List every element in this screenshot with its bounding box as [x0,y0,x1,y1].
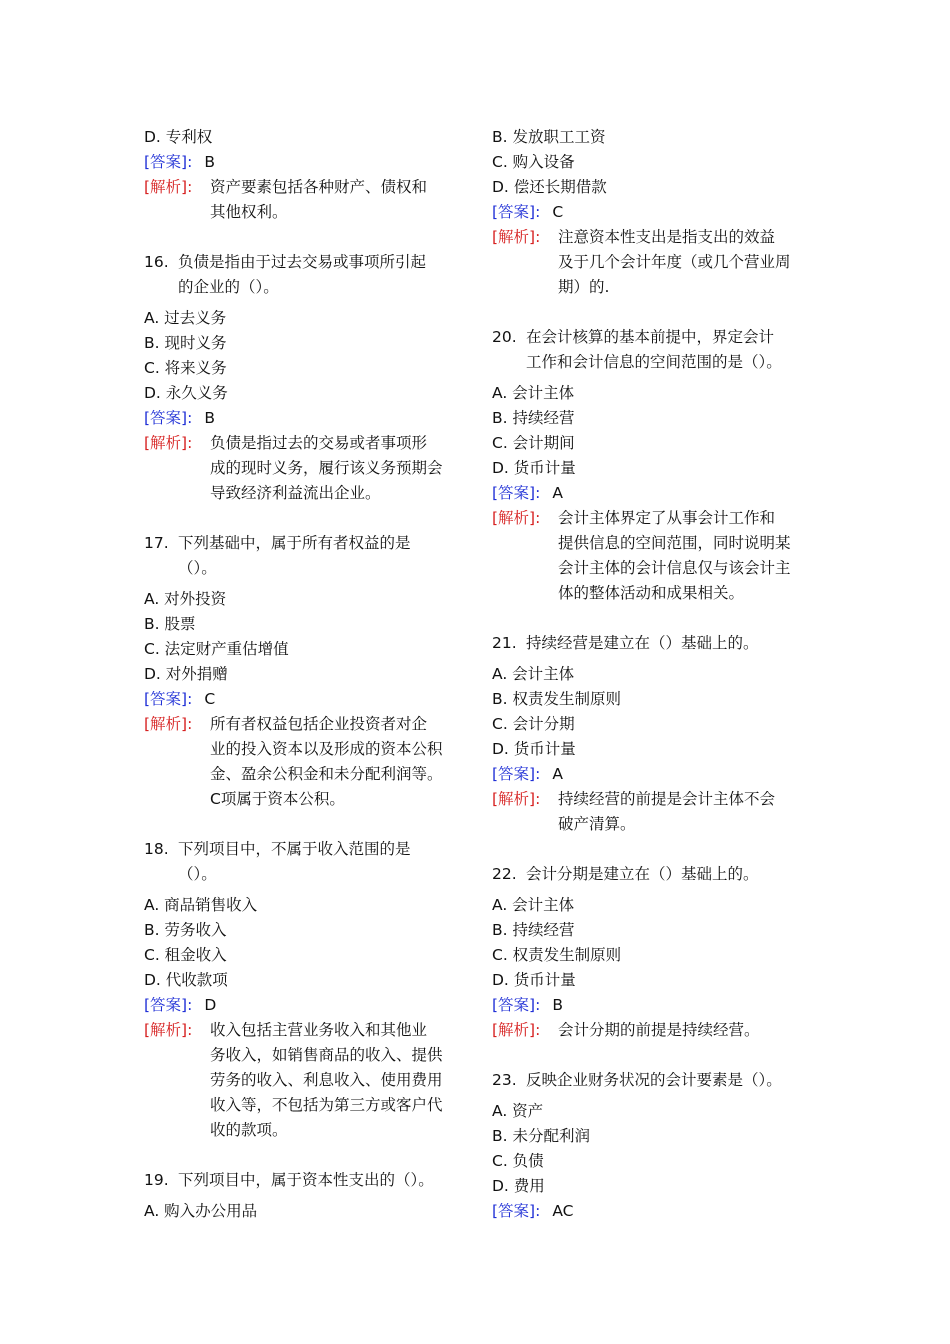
answer-row [492,200,812,225]
analysis-tag: [解析]: [492,790,541,808]
option-d: D. 对外捐赠 [144,665,228,683]
option-a: A. 会计主体 [492,665,575,683]
analysis-tag: [解析]: [144,1021,193,1039]
left-column [144,125,474,1224]
option-d: D. 货币计量 [492,740,576,758]
question-stem: 17. 下列基础中，属于所有者权益的是 [144,531,474,556]
answer-tag: [答案]: [492,996,541,1014]
analysis-line: 务收入，如销售商品的收入、提供 [210,1046,443,1064]
answer-tag: [答案]: [492,484,541,502]
answer-row [492,762,812,787]
option-b: B. 劳务收入 [144,921,227,939]
analysis-tag: [解析]: [144,434,193,452]
option-a: A. 对外投资 [144,590,227,608]
option-d: D. 费用 [492,1177,545,1195]
option-d: D. 永久义务 [144,384,228,402]
question-stem: 22. 会计分期是建立在（）基础上的。 [492,862,812,887]
analysis-line: 会计分期的前提是持续经营。 [558,1021,760,1039]
option-a: A. 商品销售收入 [144,896,258,914]
question-stem-cont: 的企业的（）。 [178,278,279,296]
option-c: C. 会计分期 [492,715,575,733]
option-d: D. 偿还长期借款 [492,178,607,196]
analysis-row [492,225,812,300]
analysis-row [144,1018,474,1143]
option-a: A. 会计主体 [492,896,575,914]
analysis-row [492,506,812,606]
analysis-line: C项属于资本公积。 [210,790,345,808]
answer-row [144,993,474,1018]
question-number: 18. [144,840,169,858]
option-c: C. 会计期间 [492,434,575,452]
question-stem: 19. 下列项目中，属于资本性支出的（）。 [144,1168,474,1193]
question-stem-cont: （）。 [178,865,217,883]
answer-value: B [204,153,215,171]
analysis-line: 期）的. [558,278,610,296]
answer-value: D [204,996,217,1014]
analysis-line: 提供信息的空间范围，同时说明某 [558,534,791,552]
answer-row [492,481,812,506]
option-b: B. 持续经营 [492,409,575,427]
analysis-row [492,1018,812,1043]
option-c: C. 购入设备 [492,153,575,171]
option-d: D. 货币计量 [492,459,576,477]
analysis-line: 金、盈余公积金和未分配利润等。 [210,765,443,783]
answer-row [492,993,812,1018]
option-a: A. 会计主体 [492,384,575,402]
option-c: C. 将来义务 [144,359,227,377]
answer-row [144,406,474,431]
analysis-row [144,712,474,812]
answer-value: A [552,484,563,502]
answer-value: C [552,203,564,221]
analysis-tag: [解析]: [144,178,193,196]
question-stem: 18. 下列项目中，不属于收入范围的是 [144,837,474,862]
analysis-line: 收的款项。 [210,1121,288,1139]
analysis-line: 其他权利。 [210,203,288,221]
analysis-line: 及于几个会计年度（或几个营业周 [558,253,791,271]
option-b: B. 现时义务 [144,334,227,352]
analysis-row [144,175,474,225]
question-number: 16. [144,253,169,271]
question-stem: 21. 持续经营是建立在（）基础上的。 [492,631,812,656]
answer-value: C [204,690,216,708]
question-stem: 20. 在会计核算的基本前提中，界定会计 [492,325,812,350]
analysis-tag: [解析]: [492,1021,541,1039]
answer-tag: [答案]: [144,690,193,708]
question-number: 21. [492,634,517,652]
answer-value: B [552,996,563,1014]
analysis-tag: [解析]: [492,509,541,527]
question-stem: 23. 反映企业财务状况的会计要素是（）。 [492,1068,812,1093]
question-number: 20. [492,328,517,346]
answer-row [492,1199,812,1224]
answer-value: A [552,765,563,783]
answer-tag: [答案]: [492,1202,541,1220]
option-a: A. 资产 [492,1102,544,1120]
option-c: C. 法定财产重估增值 [144,640,289,658]
analysis-line: 破产清算。 [558,815,636,833]
analysis-line: 成的现时义务，履行该义务预期会 [210,459,443,477]
option-d: D. 专利权 [144,128,213,146]
analysis-line: 负债是指过去的交易或者事项形 [210,434,428,452]
option-b: B. 持续经营 [492,921,575,939]
analysis-row [144,431,474,506]
option-a: A. 购入办公用品 [144,1202,258,1220]
option-b: B. 发放职工工资 [492,128,606,146]
option-b: B. 权责发生制原则 [492,690,621,708]
answer-tag: [答案]: [492,203,541,221]
right-column [492,125,812,1224]
analysis-line: 劳务的收入、利息收入、使用费用 [210,1071,443,1089]
option-d: D. 货币计量 [492,971,576,989]
answer-row [144,150,474,175]
analysis-line: 收入包括主营业务收入和其他业 [210,1021,428,1039]
question-stem-cont: 工作和会计信息的空间范围的是（）。 [526,353,782,371]
answer-value: AC [552,1202,574,1220]
option-c: C. 权责发生制原则 [492,946,622,964]
analysis-line: 收入等，不包括为第三方或客户代 [210,1096,443,1114]
analysis-tag: [解析]: [492,228,541,246]
answer-row [144,687,474,712]
answer-tag: [答案]: [144,153,193,171]
option-c: C. 负债 [492,1152,544,1170]
option-d: D. 代收款项 [144,971,228,989]
analysis-line: 注意资本性支出是指支出的效益 [558,228,776,246]
option-b: B. 未分配利润 [492,1127,590,1145]
question-stem: 16. 负债是指由于过去交易或事项所引起 [144,250,474,275]
answer-tag: [答案]: [144,409,193,427]
analysis-tag: [解析]: [144,715,193,733]
answer-tag: [答案]: [492,765,541,783]
analysis-row [492,787,812,837]
analysis-line: 导致经济利益流出企业。 [210,484,381,502]
answer-tag: [答案]: [144,996,193,1014]
analysis-line: 会计主体界定了从事会计工作和 [558,509,776,527]
question-number: 22. [492,865,517,883]
question-number: 23. [492,1071,517,1089]
option-a: A. 过去义务 [144,309,227,327]
question-number: 17. [144,534,169,552]
option-c: C. 租金收入 [144,946,227,964]
analysis-line: 业的投入资本以及形成的资本公积 [210,740,443,758]
option-b: B. 股票 [144,615,196,633]
analysis-line: 资产要素包括各种财产、债权和 [210,178,428,196]
question-stem-cont: （）。 [178,559,217,577]
analysis-line: 会计主体的会计信息仅与该会计主 [558,559,791,577]
question-number: 19. [144,1171,169,1189]
analysis-line: 体的整体活动和成果相关。 [558,584,745,602]
analysis-line: 持续经营的前提是会计主体不会 [558,790,776,808]
answer-value: B [204,409,215,427]
analysis-line: 所有者权益包括企业投资者对企 [210,715,428,733]
